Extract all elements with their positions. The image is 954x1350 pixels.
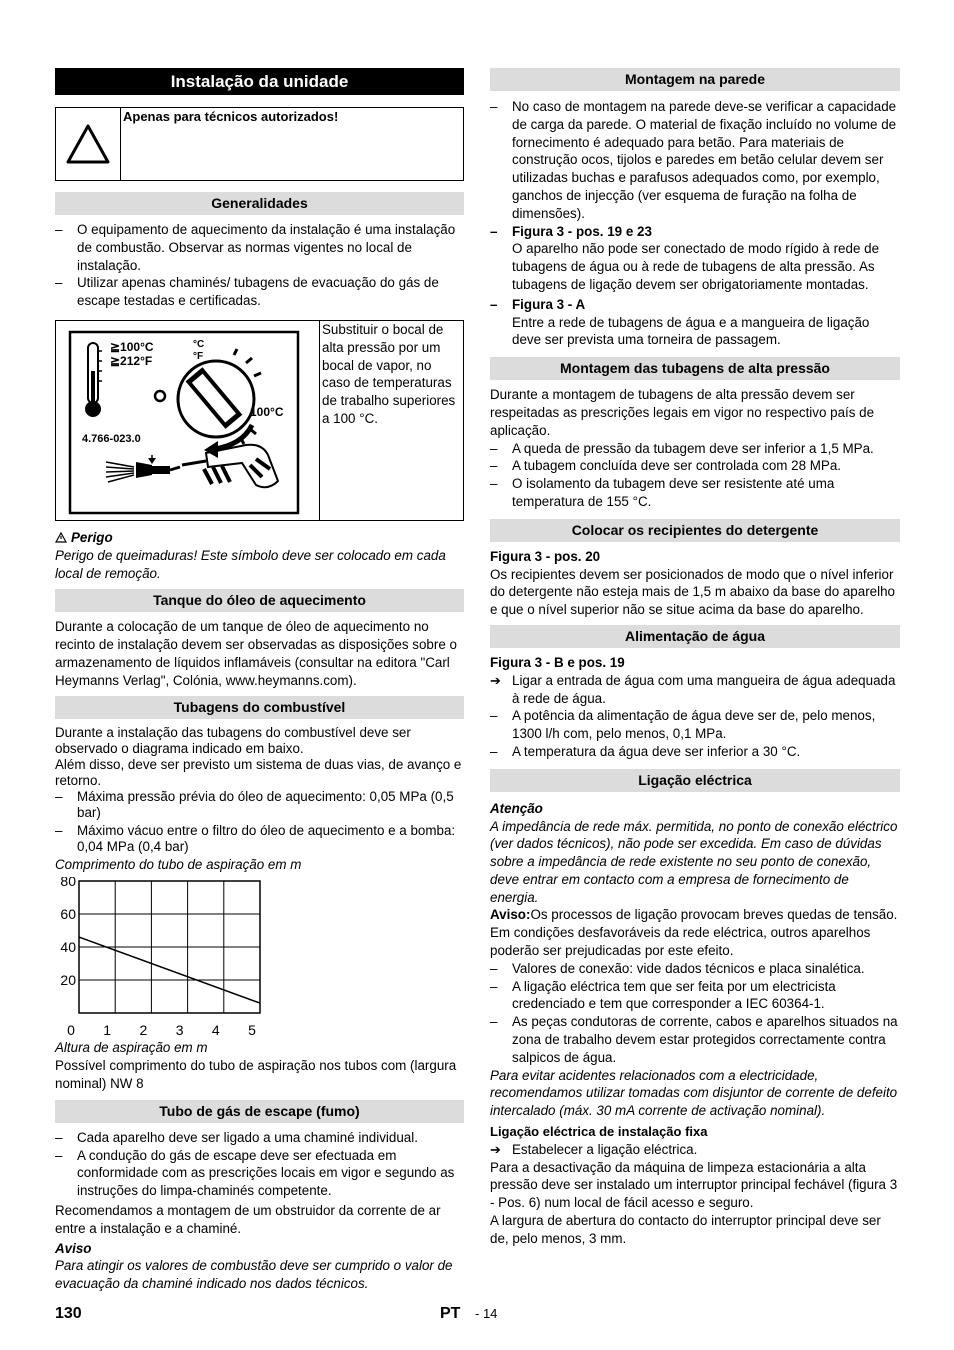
list-item: – A queda de pressão da tubagem deve ser inferior a 1,5 MPa. xyxy=(490,440,900,458)
aviso-label: Aviso: xyxy=(490,907,531,923)
tubo-gas-text: Recomendamos a montagem de um obstruidor da corrente de ar entre a instalação e a chaminé. xyxy=(55,1202,441,1236)
heading-tanque: Tanque do óleo de aquecimento xyxy=(55,589,464,612)
detergente-text: Os recipientes devem ser posicionados de modo que o nível inferior do detergente não esteja mais de 1,5 m abaixo da base do aparelho e que o nível superior não se situe acima da base do aparelho. xyxy=(490,566,895,618)
label-box-text: Substituir o bocal de alta pressão por um bocal de vapor, no caso de temperaturas de trabalho superiores a 100 °C. xyxy=(322,321,456,426)
list-item-text: Entre a rede de tubagens de água e a mangueira de ligação deve ser prevista uma torneira de passagem. xyxy=(512,314,870,348)
list-item: – As peças condutoras de corrente, cabos e aparelhos situados na zona de trabalho devem estar protegidos correctamente contra salpicos de água. xyxy=(490,1013,900,1066)
atencao-label: Atenção xyxy=(490,800,543,816)
list-item: – A ligação eléctrica tem que ser feita por um electricista credenciado e tem que corresponder a IEC 60364-1. xyxy=(490,978,900,1014)
list-item: – A potência da alimentação de água deve ser de, pelo menos, 1300 l/h com, pelo menos, 0,1 MPa. xyxy=(490,707,900,743)
chart-y-tick-label: 40 xyxy=(60,939,76,956)
chart-y-tick-label: 60 xyxy=(60,906,76,923)
list-item: – A tubagem concluída deve ser controlada com 28 MPa. xyxy=(490,457,900,475)
right-column xyxy=(490,68,900,1248)
heading-generalidades: Generalidades xyxy=(55,192,464,215)
chart-x-tick-label: 2 xyxy=(139,1022,148,1038)
heading-detergente: Colocar os recipientes do detergente xyxy=(490,519,900,542)
list-item: – Cada aparelho deve ser ligado a uma chaminé individual. xyxy=(55,1129,464,1147)
heading-montagem-parede: Montagem na parede xyxy=(490,68,900,91)
chart-x-tick-label: 0 xyxy=(67,1022,75,1038)
chart-x-tick-label: 1 xyxy=(103,1022,112,1038)
page-number: 130 xyxy=(55,1305,82,1322)
arrow-item xyxy=(490,672,900,708)
chart-x-tick-label: 4 xyxy=(211,1022,220,1038)
heading-tubagens-combustivel: Tubagens do combustível xyxy=(55,696,464,719)
temperature-label-figure xyxy=(56,321,320,520)
unit-f-label: °F xyxy=(193,350,204,362)
aviso-paragraph xyxy=(490,906,900,959)
dial-temp-label: 100°C xyxy=(250,404,284,419)
list-item: – Máxima pressão prévia do óleo de aquecimento: 0,05 MPa (0,5 bar) xyxy=(55,789,464,821)
page-subnumber xyxy=(475,1305,497,1323)
figure-ref: Figura 3 - B e pos. 19 xyxy=(490,654,625,670)
chart-y-tick-label: 80 xyxy=(60,877,76,890)
chart-y-tick-label: 20 xyxy=(60,972,76,989)
warning-icon xyxy=(56,108,121,180)
electrica-text2: A largura de abertura do contacto do interruptor principal deve ser de, pelo menos, 3 mm. xyxy=(490,1213,881,1246)
list-item: – O isolamento da tubagem deve ser resistente até uma temperatura de 155 °C. xyxy=(490,475,900,511)
montagem-alta-text: Durante a montagem de tubagens de alta pressão devem ser respeitadas as prescrições legais em vigor no respectivo país de aplicação. xyxy=(490,387,875,438)
chart-x-tick-label: 3 xyxy=(175,1022,184,1038)
tubagens-text2: Além disso, deve ser previsto um sistema de duas vias, de avanço e retorno. xyxy=(55,756,462,788)
arrow-item-text: Ligar a entrada de água com uma mangueira de água adequada à rede de água. xyxy=(512,672,896,706)
danger-icon xyxy=(55,532,67,543)
electrica-text1: Para a desactivação da máquina de limpeza estacionária a alta pressão deve ser instalado um interruptor principal fechável (figura 3 - Pos. 6) num local de fácil acesso e seguro. xyxy=(490,1159,898,1211)
page-subnumber-text: - 14 xyxy=(475,1306,498,1321)
chart-x-tick-label: 5 xyxy=(248,1022,256,1038)
chart-caption-bottom: Altura de aspiração em m xyxy=(55,1040,208,1056)
arrow-item-text: Estabelecer a ligação eléctrica. xyxy=(512,1141,698,1157)
tubagens-text1: Durante a instalação das tubagens do combustível deve ser observado o diagrama indicado em baixo. xyxy=(55,724,411,756)
left-column xyxy=(55,68,464,1293)
heading-montagem-alta-pressao: Montagem das tubagens de alta pressão xyxy=(490,357,900,380)
list-item: – Utilizar apenas chaminés/ tubagens de evacuação do gás de escape testadas e certificadas. xyxy=(55,274,464,310)
chart-caption-top: Comprimento do tubo de aspiração em m xyxy=(55,856,302,872)
aviso-text: Para atingir os valores de combustão deve ser cumprido o valor de evacuação da chaminé indicado nos dados técnicos. xyxy=(55,1258,453,1292)
figure-ref: – Figura 3 - A xyxy=(490,296,900,314)
tanque-text: Durante a colocação de um tanque de óleo de aquecimento no recinto de instalação devem ser observadas as disposições sobre o armazenamento de líquidos inflamáveis (consultar na editora "Carl Heymanns Verlag", Colónia, www.heymanns.com). xyxy=(55,619,457,688)
list-item: – Valores de conexão: vide dados técnicos e placa sinalética. xyxy=(490,960,900,978)
perigo-text: Perigo de queimaduras! Este símbolo deve ser colocado em cada local de remoção. xyxy=(55,547,446,581)
warning-box xyxy=(55,107,464,181)
list-item: – A temperatura da água deve ser inferior a 30 °C. xyxy=(490,743,900,761)
list-item: – A condução do gás de escape deve ser efectuada em conformidade com as prescrições locais em vigor e segundo as instruções do limpa-chaminés competente. xyxy=(55,1147,464,1200)
figure-ref: – Figura 3 - pos. 19 e 23 xyxy=(490,223,900,241)
temp-c-label: ≧100°C xyxy=(110,339,154,354)
language-code: PT xyxy=(440,1305,461,1322)
temperature-label-graphic xyxy=(56,321,319,520)
perigo-label: Perigo xyxy=(71,529,113,545)
aviso-text: Os processos de ligação provocam breves quedas de tensão. Em condições desfavoráveis da rede eléctrica, outros aparelhos poderão ser prejudicadas por este efeito. xyxy=(490,907,898,959)
italic-note: Para evitar acidentes relacionados com a electricidade, recomendamos utilizar tomadas com disjuntor de corrente de defeito intercalado (máx. 30 mA corrente de activação nominal). xyxy=(490,1067,898,1119)
arrow-right-icon: ➔ xyxy=(490,672,501,688)
unit-c-label: °C xyxy=(193,338,205,350)
figure-ref: Figura 3 - pos. 20 xyxy=(490,548,601,564)
atencao-text: A impedância de rede máx. permitida, no ponto de conexão eléctrico (ver dados técnicos), não pode ser excedida. Em caso de dúvidas sobre a impedância de rede existente no seu ponto de conexão, deve entrar em contacto com a empresa de fornecimento de energia. xyxy=(490,818,898,905)
suction-chart-svg xyxy=(55,877,315,1037)
fixa-label: Ligação eléctrica de instalação fixa xyxy=(490,1124,708,1140)
arrow-right-icon: ➔ xyxy=(490,1141,501,1157)
temp-f-label: ≧212°F xyxy=(110,353,153,368)
list-item: – O equipamento de aquecimento da instalação é uma instalação de combustão. Observar as normas vigentes no local de instalação. xyxy=(55,221,464,274)
heading-tubo-gas: Tubo de gás de escape (fumo) xyxy=(55,1100,464,1123)
heading-agua: Alimentação de água xyxy=(490,625,900,648)
warning-text: Apenas para técnicos autorizados! xyxy=(123,109,339,124)
list-item: – Máximo vácuo entre o filtro do óleo de aquecimento e a bomba: 0,04 MPa (0,4 bar) xyxy=(55,823,464,855)
tubagens-text3: Possível comprimento do tubo de aspiração nos tubos com (largura nominal) NW 8 xyxy=(55,1058,457,1091)
section-title: Instalação da unidade xyxy=(55,68,464,95)
arrow-item xyxy=(490,1141,900,1159)
heading-electrica: Ligação eléctrica xyxy=(490,769,900,792)
suction-chart xyxy=(55,877,464,1037)
label-box xyxy=(55,320,464,521)
part-number: 4.766-023.0 xyxy=(82,432,141,445)
list-item: – No caso de montagem na parede deve-se verificar a capacidade de carga da parede. O material de fixação incluído no volume de fornecimento é adequado para betão. Para materiais de construção ocos, tijolos e paredes em betão celular devem ser utilizadas buchas e parafusos adequados como, por exemplo, ganchos de injecção (ver esquema de furação na folha de dimensões). xyxy=(490,98,900,223)
aviso-label: Aviso xyxy=(55,1240,92,1256)
perigo-heading xyxy=(55,529,464,547)
list-item-text: O aparelho não pode ser conectado de modo rígido à rede de tubagens de água ou à rede de tubagens de alta pressão. As tubagens de ligação devem ser obrigatoriamente montadas. xyxy=(512,241,880,292)
